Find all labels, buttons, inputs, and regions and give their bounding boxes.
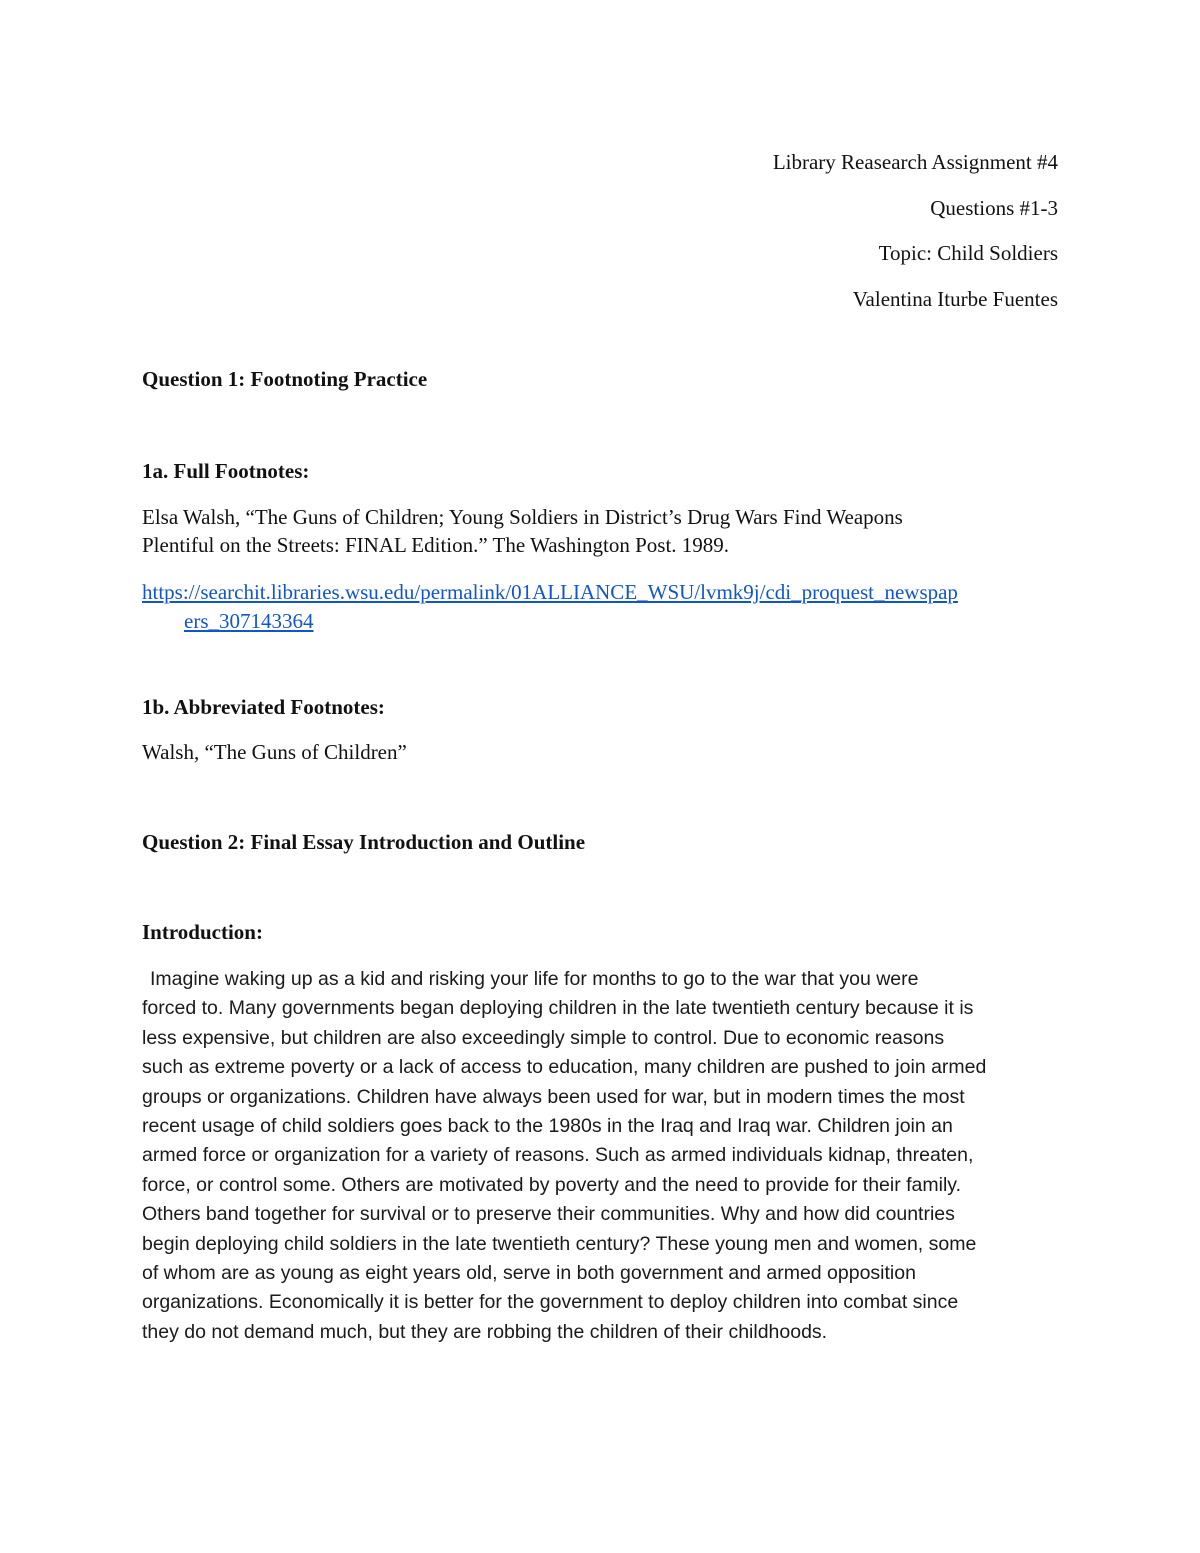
- full-footnotes-heading: 1a. Full Footnotes:: [142, 459, 310, 483]
- intro-line: recent usage of child soldiers goes back to the 1980s in the Iraq and Iraq war. Children join an: [142, 1115, 953, 1138]
- permalink-line-1[interactable]: https://searchit.libraries.wsu.edu/permalink/01ALLIANCE_WSU/lvmk9j/cdi_proquest_newspap: [142, 580, 958, 604]
- topic-line: Topic: Child Soldiers: [878, 241, 1058, 265]
- intro-line: they do not demand much, but they are robbing the children of their childhoods.: [142, 1320, 828, 1343]
- intro-line: Imagine waking up as a kid and risking your life for months to go to the war that you were: [150, 968, 919, 990]
- abbreviated-footnotes-heading: 1b. Abbreviated Footnotes:: [142, 695, 385, 719]
- document-header: [773, 140, 1058, 322]
- permalink-line-2[interactable]: ers_307143364: [184, 609, 314, 633]
- question-2-heading: Question 2: Final Essay Introduction and Outline: [142, 830, 586, 854]
- intro-line: less expensive, but children are also exceedingly simple to control. Due to economic reasons: [142, 1026, 945, 1049]
- intro-line: armed force or organization for a variety of reasons. Such as armed individuals kidnap, threaten,: [142, 1144, 974, 1167]
- questions-range: Questions #1-3: [930, 195, 1058, 220]
- intro-line: organizations. Economically it is better for the government to deploy children into combat since: [142, 1291, 959, 1314]
- intro-line: groups or organizations. Children have always been used for war, but in modern times the most: [142, 1085, 965, 1108]
- abbreviated-footnote-text: Walsh, “The Guns of Children”: [142, 740, 407, 764]
- source-permalink[interactable]: [142, 578, 1062, 636]
- intro-line: begin deploying child soldiers in the late twentieth century? These young men and women, some: [142, 1232, 977, 1255]
- assignment-title: Library Reasearch Assignment #4: [772, 150, 1058, 174]
- full-footnote-text: [142, 503, 1062, 559]
- introduction-paragraph: [142, 965, 1062, 1347]
- full-footnote-line-2: Plentiful on the Streets: FINAL Edition.” The Washington Post. 1989.: [142, 533, 730, 557]
- author-name: Valentina Iturbe Fuentes: [852, 286, 1058, 311]
- intro-line: forced to. Many governments began deploying children in the late twentieth century because it is: [142, 997, 974, 1020]
- full-footnote-line-1: Elsa Walsh, “The Guns of Children; Young Soldiers in District’s Drug Wars Find Weapons: [142, 505, 903, 529]
- intro-line: force, or control some. Others are motivated by poverty and the need to provide for their family.: [142, 1173, 962, 1196]
- intro-line: Others band together for survival or to preserve their communities. Why and how did countries: [142, 1203, 955, 1226]
- intro-line: of whom are as young as eight years old, serve in both government and armed opposition: [142, 1262, 916, 1285]
- introduction-heading: Introduction:: [142, 920, 263, 944]
- question-1-heading: Question 1: Footnoting Practice: [142, 367, 428, 391]
- intro-line: such as extreme poverty or a lack of access to education, many children are pushed to join armed: [142, 1056, 987, 1079]
